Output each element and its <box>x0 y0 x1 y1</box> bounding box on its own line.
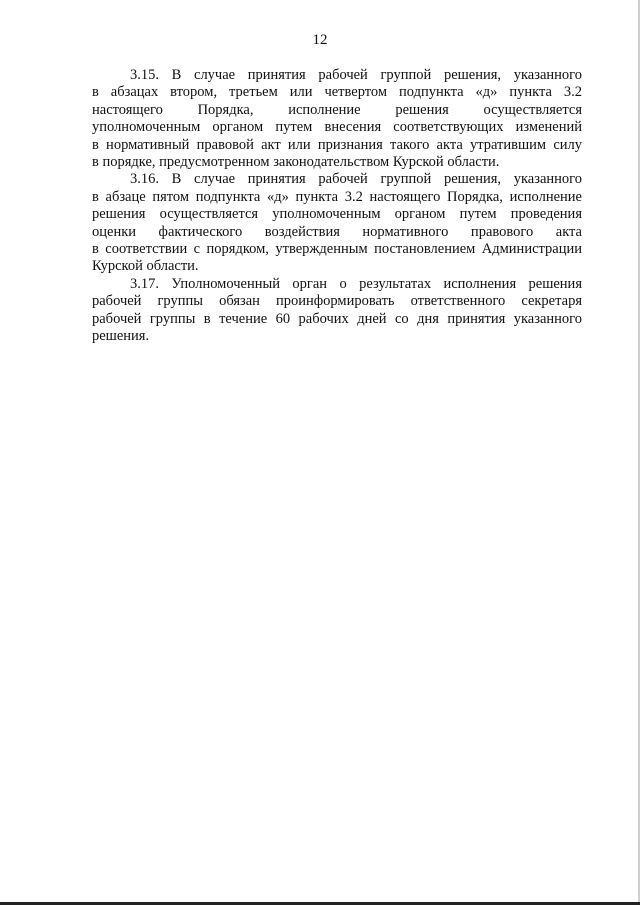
text-line: решения. <box>92 328 150 345</box>
text-line: в абзацах втором, третьем или четвертом подпункта «д» пункта 3.2 <box>92 84 582 101</box>
text-line: рабочей группы в течение 60 рабочих дней со дня принятия указанного <box>92 310 582 327</box>
text-line: 3.17. Уполномоченный орган о результатах исполнения решения <box>130 275 582 292</box>
paragraph-3-15 <box>92 67 582 171</box>
text-line: Курской области. <box>92 258 199 275</box>
text-line: уполномоченным органом путем внесения соответствующих изменений <box>92 119 582 136</box>
text-line: в соответствии с порядком, утвержденным постановлением Администрации <box>92 241 582 258</box>
text-line: в абзаце пятом подпункта «д» пункта 3.2 настоящего Порядка, исполнение <box>92 188 582 205</box>
text-line: решения осуществляется уполномоченным органом путем проведения <box>92 206 582 223</box>
document-body <box>92 67 582 346</box>
text-line: в порядке, предусмотренном законодательством Курской области. <box>92 154 500 171</box>
paragraph-3-17 <box>92 276 582 346</box>
text-line: 3.15. В случае принятия рабочей группой решения, указанного <box>130 67 582 83</box>
text-line: в нормативный правовой акт или признания такого акта утратившим силу <box>92 136 582 153</box>
text-line: настоящего Порядка, исполнение решения осуществляется <box>92 101 582 118</box>
text-line: оценки фактического воздействия нормативного правового акта <box>92 223 582 240</box>
paragraph-3-16 <box>92 171 582 275</box>
page-number: 12 <box>312 32 328 48</box>
text-line: рабочей группы обязан проинформировать ответственного секретаря <box>92 293 582 310</box>
text-line: 3.16. В случае принятия рабочей группой решения, указанного <box>130 171 582 188</box>
